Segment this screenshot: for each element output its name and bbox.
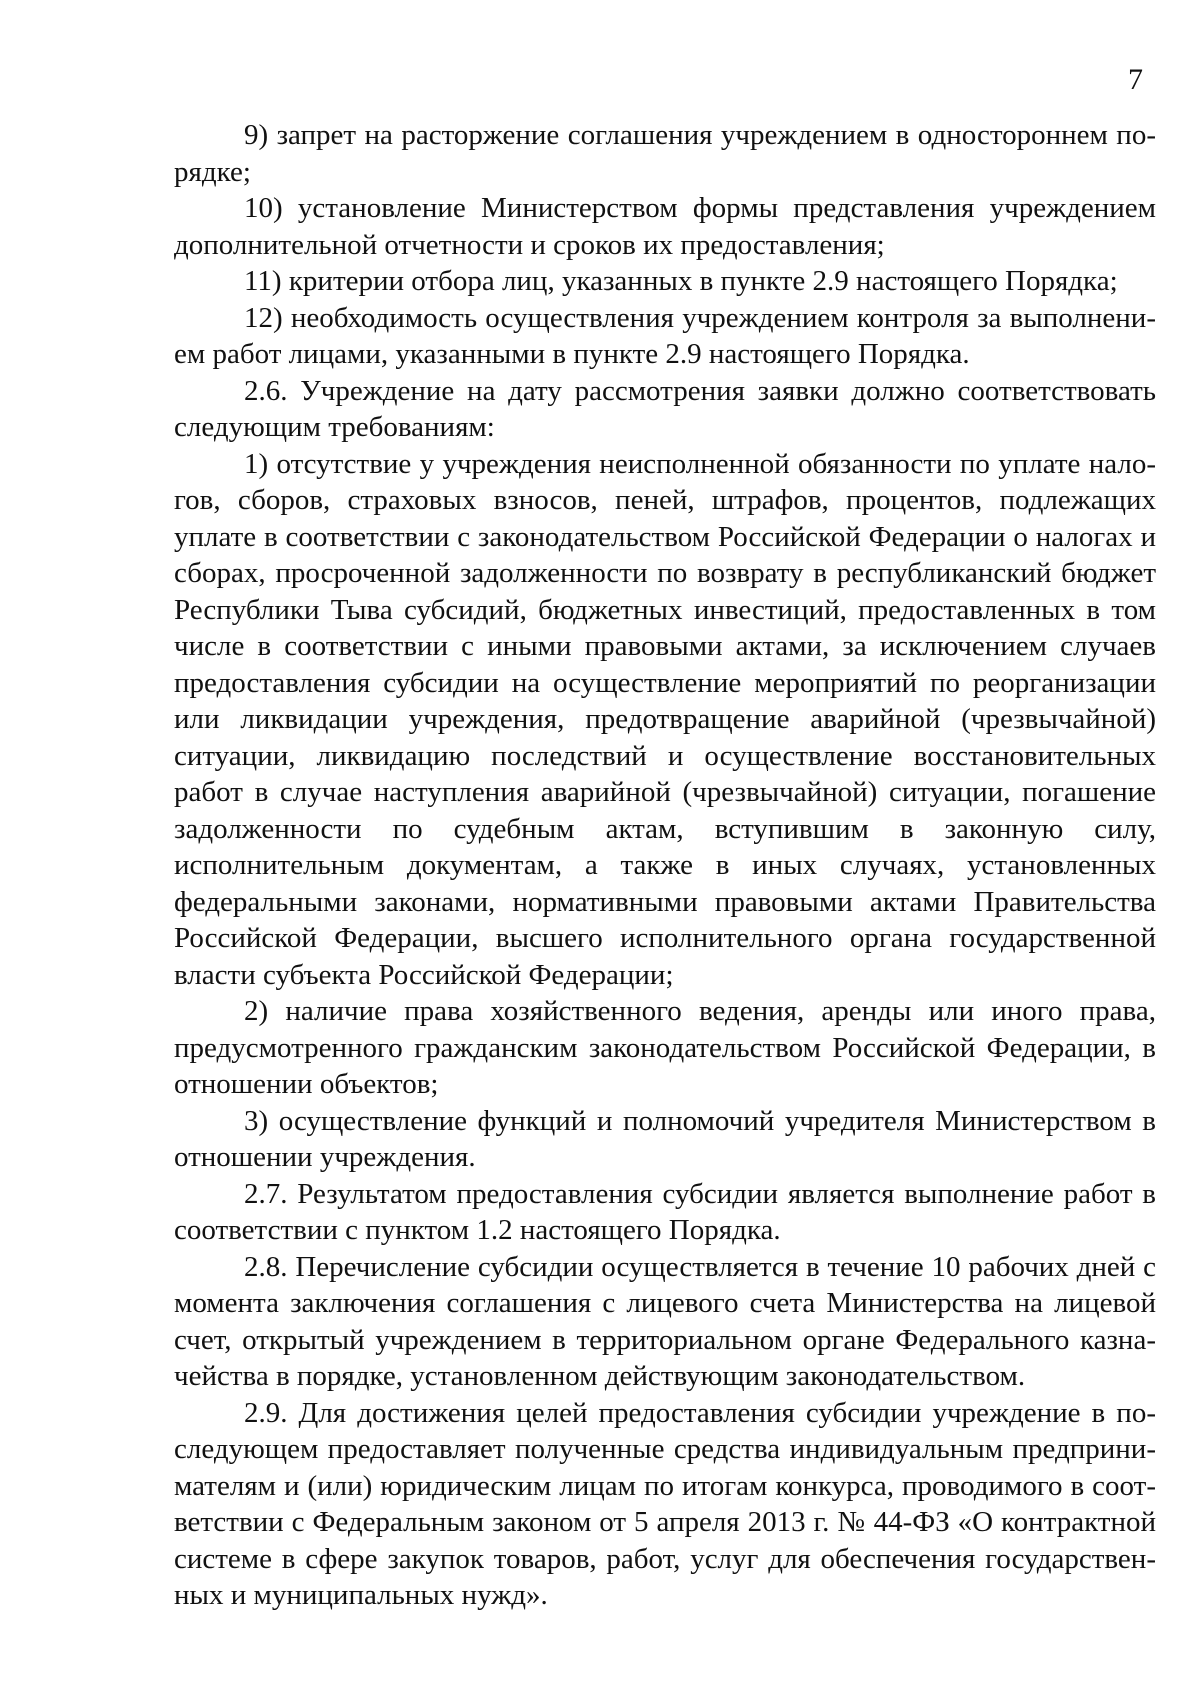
paragraph-item-10: 10) установление Министерством формы представления учреждением дополнительной отчетности и сроков их предоставления; (174, 192, 1156, 261)
paragraph-2-6: 2.6. Учреждение на дату рассмотрения заявки должно соответствовать следующим требованиям: (174, 374, 1156, 443)
paragraph-2-8: 2.8. Перечисление субсидии осуществляется в течение 10 рабочих дней с момента заключения соглашения с лицевого счета Министерства на лицевой счет, открытый учреждением в территориальном органе Федерального казначейства в порядке, установленном действующим законодательством. (174, 1250, 1156, 1392)
paragraph-item-9: 9) запрет на расторжение соглашения учреждением в одностороннем порядке; (174, 119, 1156, 188)
paragraph-requirement-2: 2) наличие права хозяйственного ведения, аренды или иного права, предусмотренного гражданским законодательством Российской Федерации, в отношении объектов; (174, 995, 1156, 1100)
paragraph-requirement-1: 1) отсутствие у учреждения неисполненной обязанности по уплате налогов, сборов, страховых взносов, пеней, штрафов, процентов, подлежащих уплате в соответствии с законодательством Российской Федерации о налогах и сборах, просроченной задолженности по возврату в республиканский бюджет Республики Тыва субсидий, бюджетных инвестиций, предоставленных в том числе в соответствии с иными правовыми актами, за исключением случаев предоставления субсидии на осуществление мероприятий по реорганизации или ликвидации учреждения, предотвращение аварийной (чрезвычайной) ситуации, ликвидацию последствий и осуществление восстановительных работ в случае наступления аварийной (чрезвычайной) ситуации, погашение задолженности по судебным актам, вступившим в законную силу, исполнительным документам, а также в иных случаях, установленных федеральными законами, нормативными правовыми актами Правительства Российской Федерации, высшего исполнительного органа государственной власти субъекта Российской Федерации; (174, 447, 1156, 991)
paragraph-item-11: 11) критерии отбора лиц, указанных в пункте 2.9 настоящего Порядка; (244, 265, 1118, 297)
page-number: 7 (1128, 63, 1143, 96)
paragraph-requirement-3: 3) осуществление функций и полномочий учредителя Министерством в отношении учреждения. (174, 1104, 1156, 1173)
paragraph-2-7: 2.7. Результатом предоставления субсидии является выполнение работ в соответствии с пунктом 1.2 настоящего Порядка. (174, 1177, 1156, 1246)
paragraph-2-9: 2.9. Для достижения целей предоставления субсидии учреждение в последующем предоставляет полученные средства индивидуальным предпринимателям и (или) юридическим лицам по итогам конкурса, проводимого в соответствии с Федеральным законом от 5 апреля 2013 г. № 44-ФЗ «О контрактной системе в сфере закупок товаров, работ, услуг для обеспечения государственных и муниципальных нужд». (174, 1396, 1156, 1611)
paragraph-item-12: 12) необходимость осуществления учреждением контроля за выполнением работ лицами, указанными в пункте 2.9 настоящего Порядка. (174, 301, 1156, 370)
document-body (174, 117, 1156, 1614)
